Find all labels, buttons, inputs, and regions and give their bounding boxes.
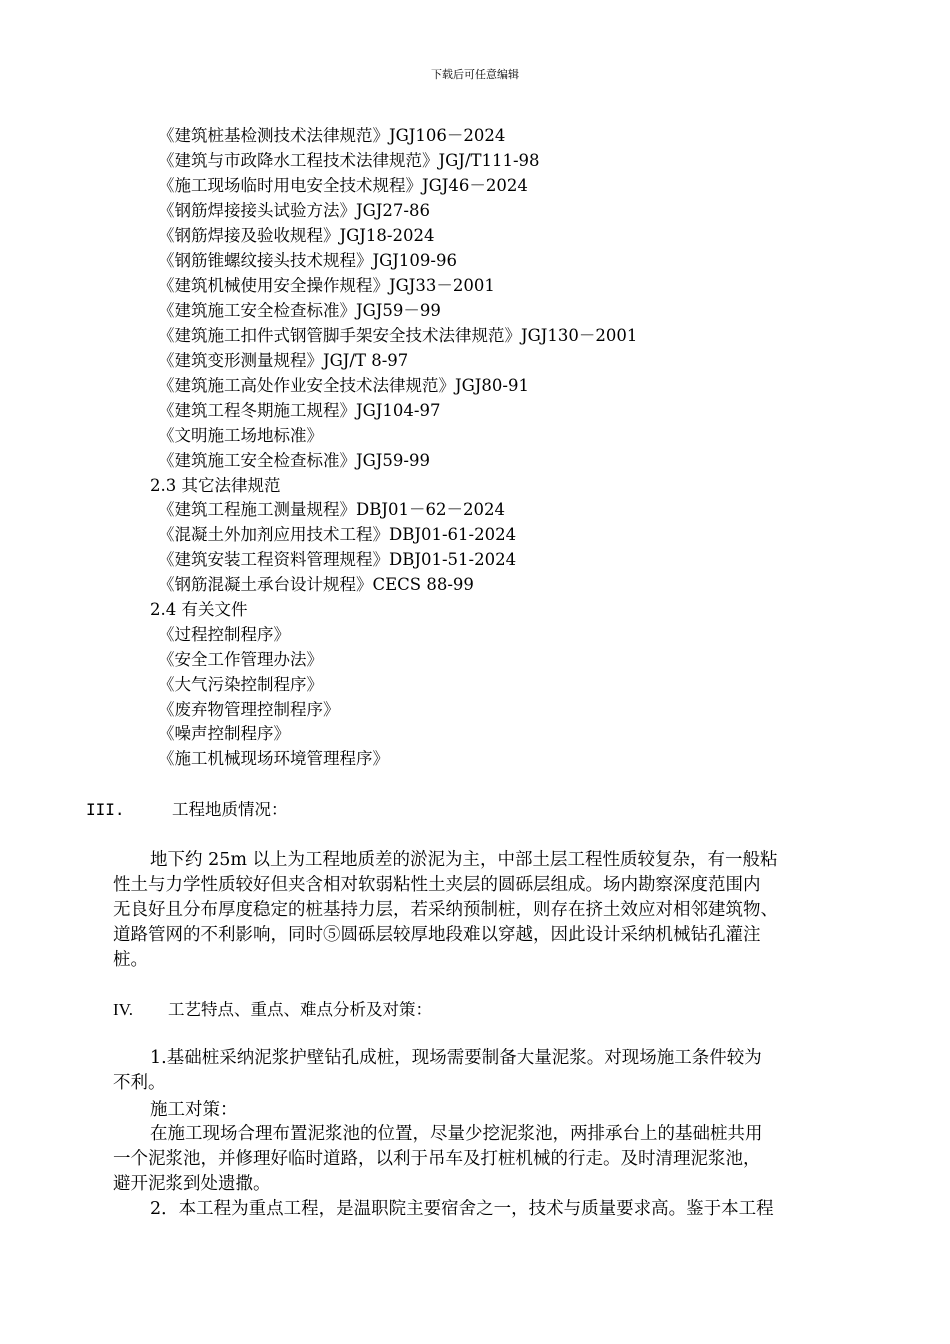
standard-item: 《建筑工程施工测量规程》DBJ01－62－2024 bbox=[158, 500, 505, 519]
paragraph-line: 桩。 bbox=[113, 950, 148, 970]
section-IV-number: IV. bbox=[113, 1000, 133, 1019]
document-item: 《过程控制程序》 bbox=[158, 625, 290, 644]
standard-item: 《钢筋焊接接头试验方法》JGJ27-86 bbox=[158, 201, 430, 220]
paragraph-line: 无良好且分布厚度稳定的桩基持力层，若采纳预制桩，则存在挤土效应对相邻建筑物、 bbox=[113, 900, 778, 920]
paragraph-line: 避开泥浆到处遗撒。 bbox=[113, 1174, 271, 1194]
document-item: 《大气污染控制程序》 bbox=[158, 675, 323, 694]
standard-item: 《建筑施工扣件式钢管脚手架安全技术法律规范》JGJ130－2001 bbox=[158, 326, 638, 345]
paragraph-line: 道路管网的不利影响，同时⑤圆砾层较厚地段难以穿越，因此设计采纳机械钻孔灌注 bbox=[113, 925, 761, 945]
standard-item: 《建筑工程冬期施工规程》JGJ104-97 bbox=[158, 401, 441, 420]
paragraph-line: 施工对策： bbox=[150, 1100, 238, 1120]
paragraph-line: 一个泥浆池，并修理好临时道路，以利于吊车及打桩机械的行走。及时清理泥浆池， bbox=[113, 1149, 761, 1169]
standard-item: 《建筑桩基检测技术法律规范》JGJ106－2024 bbox=[158, 126, 506, 145]
standard-item: 《建筑机械使用安全操作规程》JGJ33－2001 bbox=[158, 276, 495, 295]
standard-item: 《建筑施工安全检查标准》JGJ59－99 bbox=[158, 301, 441, 320]
paragraph-line: 1.基础桩采纳泥浆护壁钻孔成桩，现场需要制备大量泥浆。对现场施工条件较为 bbox=[150, 1048, 762, 1068]
paragraph-line: 不利。 bbox=[113, 1073, 166, 1093]
section-2-4-title: 2.4 有关文件 bbox=[150, 600, 248, 619]
standard-item: 《建筑安装工程资料管理规程》DBJ01-51-2024 bbox=[158, 550, 517, 569]
standard-item: 《建筑与市政降水工程技术法律规范》JGJ/T111-98 bbox=[158, 151, 540, 170]
section-IV-title: 工艺特点、重点、难点分析及对策： bbox=[168, 1000, 432, 1019]
paragraph-line: 2．本工程为重点工程，是温职院主要宿舍之一，技术与质量要求高。鉴于本工程 bbox=[150, 1199, 774, 1219]
standard-item: 《建筑变形测量规程》JGJ/T 8-97 bbox=[158, 351, 409, 370]
document-item: 《施工机械现场环境管理程序》 bbox=[158, 749, 389, 768]
standard-item: 《钢筋混凝土承台设计规程》CECS 88-99 bbox=[158, 575, 474, 594]
standard-item: 《文明施工场地标准》 bbox=[158, 426, 323, 445]
document-item: 《噪声控制程序》 bbox=[158, 724, 290, 743]
standard-item: 《钢筋锥螺纹接头技术规程》JGJ109-96 bbox=[158, 251, 457, 270]
section-III-number: III. bbox=[86, 800, 125, 819]
document-item: 《废弃物管理控制程序》 bbox=[158, 700, 340, 719]
section-III-title: 工程地质情况： bbox=[172, 800, 288, 819]
standard-item: 《施工现场临时用电安全技术规程》JGJ46－2024 bbox=[158, 176, 528, 195]
standard-item: 《建筑施工高处作业安全技术法律规范》JGJ80-91 bbox=[158, 376, 529, 395]
paragraph-line: 在施工现场合理布置泥浆池的位置，尽量少挖泥浆池，两排承台上的基础桩共用 bbox=[150, 1124, 763, 1144]
standard-item: 《建筑施工安全检查标准》JGJ59-99 bbox=[158, 451, 430, 470]
paragraph-line: 性土与力学性质较好但夹含相对软弱粘性土夹层的圆砾层组成。场内勘察深度范围内 bbox=[113, 875, 761, 895]
section-2-3-title: 2.3 其它法律规范 bbox=[150, 476, 281, 495]
standard-item: 《混凝土外加剂应用技术工程》DBJ01-61-2024 bbox=[158, 525, 517, 544]
paragraph-line: 地下约 25m 以上为工程地质差的淤泥为主，中部土层工程性质较复杂，有一般粘 bbox=[150, 850, 778, 870]
document-item: 《安全工作管理办法》 bbox=[158, 650, 323, 669]
page-header: 下载后可任意编辑 bbox=[431, 68, 519, 81]
standard-item: 《钢筋焊接及验收规程》JGJ18-2024 bbox=[158, 226, 435, 245]
